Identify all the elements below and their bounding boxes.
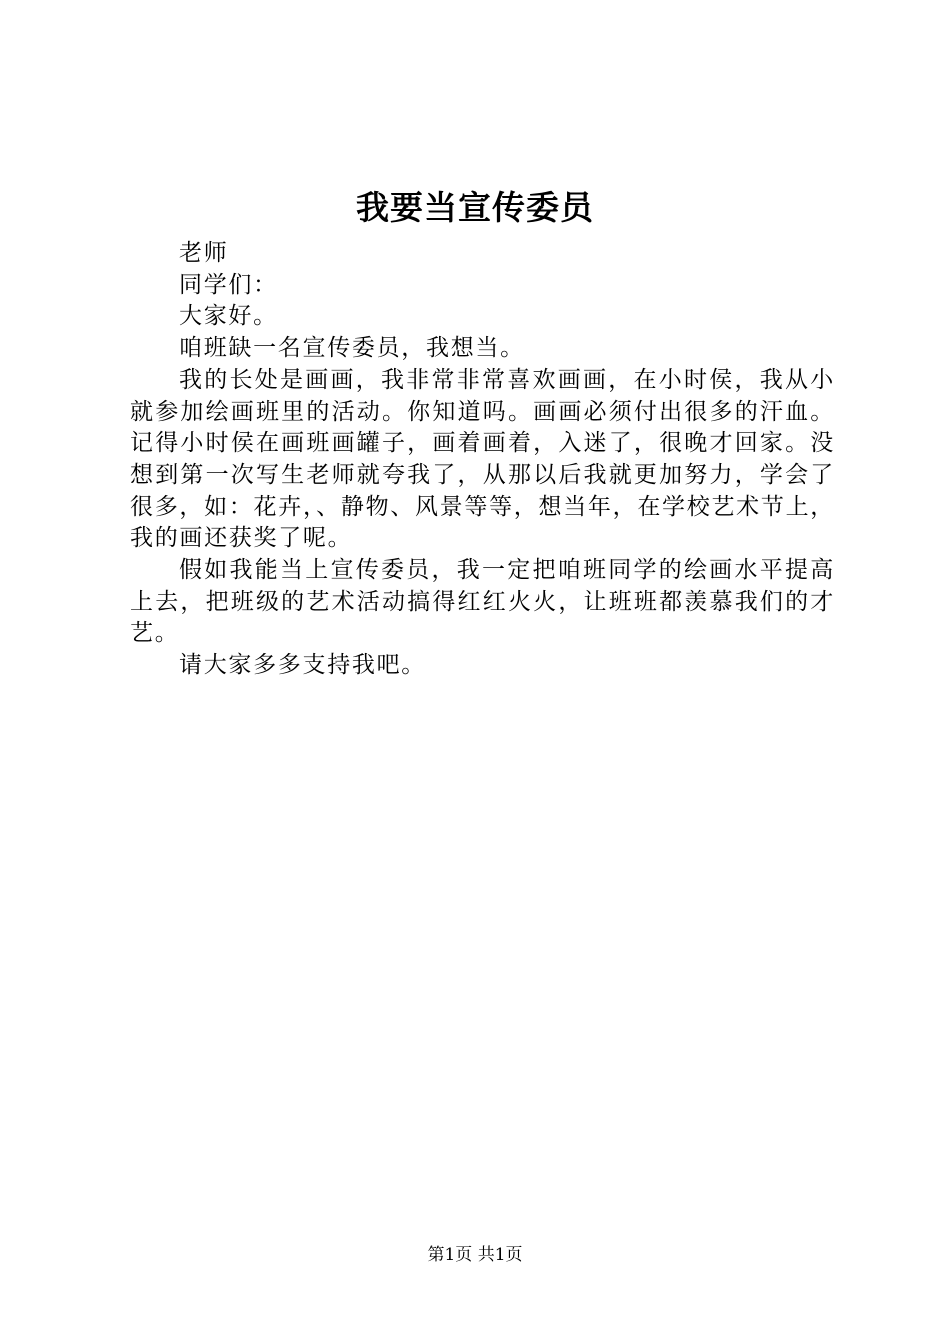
document-title: 我要当宣传委员 (356, 188, 594, 227)
page-footer: 第1页 共1页 (427, 1245, 523, 1265)
paragraph-strengths: 我的长处是画画，我非常非常喜欢画画，在小时侯，我从小就参加绘画班里的活动。你知道吗。画画必须付出很多的汗血。记得小时侯在画班画罐子，画着画着，入迷了，很晚才回家。没想到第一次写生老师就夸我了，从那以后我就更加努力，学会了很多，如：花卉，、静物、风景等等，想当年，在学校艺术节上，我的画还获奖了呢。 (130, 366, 835, 552)
paragraph-greeting: 大家好。 (179, 303, 278, 330)
paragraph-salutation-teacher: 老师 (179, 240, 229, 266)
paragraph-intent: 咱班缺一名宣传委员，我想当。 (179, 335, 525, 362)
paragraph-salutation-classmates: 同学们： (179, 271, 278, 298)
document-body (130, 238, 835, 682)
paragraph-promise: 假如我能当上宣传委员，我一定把咱班同学的绘画水平提高上去，把班级的艺术活动搞得红红火火，让班班都羡慕我们的才艺。 (130, 557, 835, 647)
paragraph-closing: 请大家多多支持我吧。 (179, 652, 426, 679)
